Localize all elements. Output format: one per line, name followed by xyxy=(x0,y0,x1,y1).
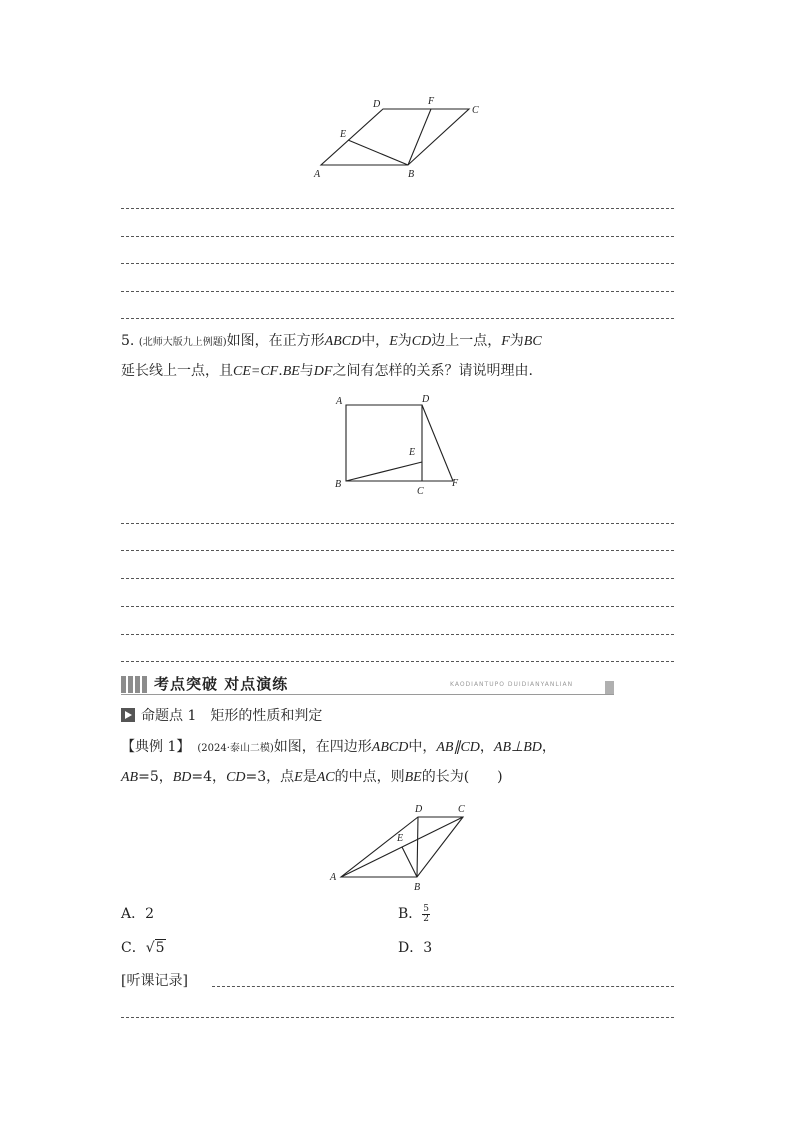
option-a[interactable]: A．2 xyxy=(121,906,155,922)
answer-line[interactable] xyxy=(121,578,674,579)
label-b: B xyxy=(335,479,342,490)
figure-parallelogram xyxy=(300,92,500,184)
answer-line[interactable] xyxy=(121,606,674,607)
label-b: B xyxy=(408,169,415,180)
diagonal-bd xyxy=(417,817,418,877)
sqrt-five: √5 xyxy=(145,940,165,956)
segment-be xyxy=(346,462,422,481)
example-1-line-2: AB=5，BD=4，CD=3，点E是AC的中点，则BE的长为( ) xyxy=(121,769,503,785)
label-e: E xyxy=(397,833,404,844)
square-abcd xyxy=(346,405,422,481)
fraction-five-halves: $\frac{5}{2}$ xyxy=(423,903,430,924)
figure-quadrilateral xyxy=(320,797,480,892)
notes-line[interactable] xyxy=(121,1017,674,1018)
answer-line[interactable] xyxy=(121,661,674,662)
option-d[interactable]: D．3 xyxy=(398,940,433,956)
example-1-line-1: 【典例 1】 (2024·泰山二模)如图，在四边形ABCD中，AB∥CD，AB⊥BD， xyxy=(121,739,556,755)
answer-line[interactable] xyxy=(121,263,674,264)
section-rule xyxy=(121,694,614,695)
section-tab xyxy=(605,681,614,694)
play-triangle-icon xyxy=(121,708,135,722)
label-d: D xyxy=(415,804,423,815)
notes-label: [听课记录] xyxy=(121,973,188,989)
topic-label: 命题点 1 xyxy=(141,708,197,724)
section-english: KAODIANTUPO DUIDIANYANLIAN xyxy=(450,681,574,688)
example-source: (2024·泰山二模) xyxy=(197,743,274,754)
label-a: A xyxy=(336,396,343,407)
topic-title: 矩形的性质和判定 xyxy=(210,708,323,724)
segment-fb xyxy=(408,109,431,165)
topic-line xyxy=(121,701,322,731)
label-e: E xyxy=(340,129,347,140)
answer-line[interactable] xyxy=(121,634,674,635)
label-c: C xyxy=(458,804,465,815)
label-f: F xyxy=(428,96,435,107)
label-a: A xyxy=(330,872,337,883)
answer-line[interactable] xyxy=(121,208,674,209)
figure-square xyxy=(325,390,470,495)
option-b[interactable]: B． $\frac{5}{2}$ xyxy=(398,903,430,924)
segment-df xyxy=(422,405,453,481)
answer-line[interactable] xyxy=(121,291,674,292)
answer-line[interactable] xyxy=(121,318,674,319)
label-d: D xyxy=(422,394,430,405)
segment-eb xyxy=(348,140,408,165)
segment-eb xyxy=(402,847,417,877)
answer-line[interactable] xyxy=(121,523,674,524)
label-e: E xyxy=(409,447,416,458)
label-b: B xyxy=(414,882,421,892)
label-c: C xyxy=(417,486,424,495)
answer-line[interactable] xyxy=(121,236,674,237)
example-tag: 【典例 1】 xyxy=(121,739,184,755)
label-f: F xyxy=(452,478,459,489)
label-d: D xyxy=(373,99,381,110)
problem-5-line-2: 延长线上一点，且CE=CF.BE与DF之间有怎样的关系？请说明理由. xyxy=(121,363,533,379)
section-header xyxy=(121,673,614,695)
problem-5-line-1: 5. (北师大版九上例题)如图，在正方形ABCD中，E为CD边上一点，F为BC xyxy=(121,333,542,349)
section-stripes-icon xyxy=(121,676,148,693)
problem-source: (北师大版九上例题) xyxy=(138,337,227,348)
section-title: 考点突破 对点演练 xyxy=(154,675,289,693)
option-c[interactable]: C．√5 xyxy=(121,933,166,963)
label-c: C xyxy=(472,105,479,116)
label-a: A xyxy=(314,169,321,180)
answer-line[interactable] xyxy=(121,550,674,551)
notes-line[interactable] xyxy=(212,986,674,987)
